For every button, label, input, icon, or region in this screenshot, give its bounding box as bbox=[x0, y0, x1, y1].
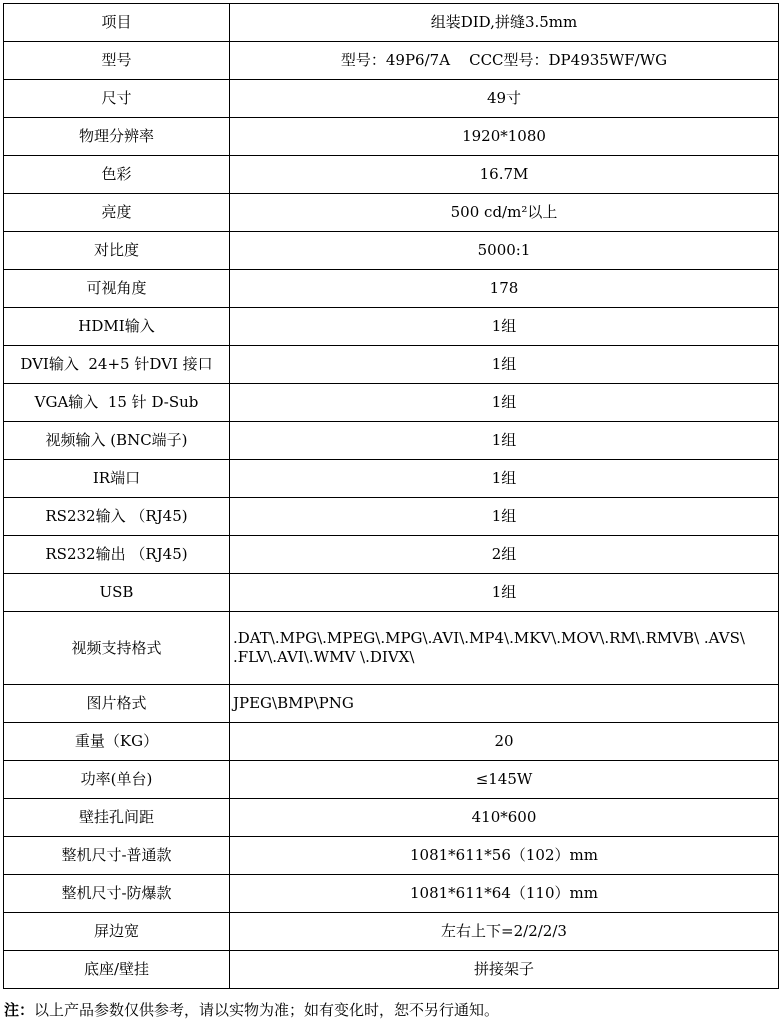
table-row bbox=[4, 42, 779, 80]
table-row bbox=[4, 232, 779, 270]
format-line: .FLV\.AVI\.WMV \.DIVX\ bbox=[233, 648, 415, 666]
table-row bbox=[4, 761, 779, 799]
row-label: RS232输入 （RJ45) bbox=[4, 498, 230, 536]
row-value: 2组 bbox=[230, 536, 779, 574]
table-row bbox=[4, 951, 779, 989]
format-line: .DAT\.MPG\.MPEG\.MPG\.AVI\.MP4\.MKV\.MOV\.RM\.RMVB\ .AVS\ bbox=[233, 629, 745, 648]
row-label: 整机尺寸-普通款 bbox=[4, 837, 230, 875]
row-label: 尺寸 bbox=[4, 80, 230, 118]
row-value: 1组 bbox=[230, 574, 779, 612]
row-label: HDMI输入 bbox=[4, 308, 230, 346]
table-row bbox=[4, 460, 779, 498]
row-value: 1组 bbox=[230, 346, 779, 384]
row-value: JPEG\BMP\PNG bbox=[230, 685, 779, 723]
row-value: 16.7M bbox=[230, 156, 779, 194]
table-row bbox=[4, 498, 779, 536]
row-value: 1组 bbox=[230, 498, 779, 536]
row-label: 重量（KG） bbox=[4, 723, 230, 761]
row-value: 拼接架子 bbox=[230, 951, 779, 989]
row-label: DVI输入 24+5 针DVI 接口 bbox=[4, 346, 230, 384]
table-row bbox=[4, 346, 779, 384]
row-label: 屏边宽 bbox=[4, 913, 230, 951]
row-label: RS232输出 （RJ45) bbox=[4, 536, 230, 574]
row-value: 组装DID,拼缝3.5mm bbox=[230, 4, 779, 42]
row-value: 5000:1 bbox=[230, 232, 779, 270]
table-row bbox=[4, 156, 779, 194]
table-row bbox=[4, 384, 779, 422]
table-row bbox=[4, 270, 779, 308]
row-label: USB bbox=[4, 574, 230, 612]
row-value: 178 bbox=[230, 270, 779, 308]
footnote bbox=[4, 999, 499, 1020]
table-row bbox=[4, 685, 779, 723]
row-label: 项目 bbox=[4, 4, 230, 42]
row-label: 整机尺寸-防爆款 bbox=[4, 875, 230, 913]
spec-table bbox=[3, 3, 779, 989]
row-label: 壁挂孔间距 bbox=[4, 799, 230, 837]
row-label: 色彩 bbox=[4, 156, 230, 194]
table-row bbox=[4, 612, 779, 685]
table-row bbox=[4, 837, 779, 875]
row-label: 视频输入 (BNC端子) bbox=[4, 422, 230, 460]
row-label: 图片格式 bbox=[4, 685, 230, 723]
row-value: ≤145W bbox=[230, 761, 779, 799]
row-label: 可视角度 bbox=[4, 270, 230, 308]
table-row bbox=[4, 308, 779, 346]
row-value: 1组 bbox=[230, 384, 779, 422]
row-label: 物理分辨率 bbox=[4, 118, 230, 156]
row-label: 功率(单台) bbox=[4, 761, 230, 799]
row-value: 左右上下=2/2/2/3 bbox=[230, 913, 779, 951]
table-row bbox=[4, 422, 779, 460]
row-label: 视频支持格式 bbox=[4, 612, 230, 685]
table-row bbox=[4, 799, 779, 837]
row-label: 亮度 bbox=[4, 194, 230, 232]
footnote-text: 以上产品参数仅供参考，请以实物为准；如有变化时，恕不另行通知。 bbox=[34, 1001, 500, 1019]
table-row bbox=[4, 118, 779, 156]
row-label: VGA输入 15 针 D-Sub bbox=[4, 384, 230, 422]
row-label: 型号 bbox=[4, 42, 230, 80]
table-row bbox=[4, 536, 779, 574]
table-row bbox=[4, 723, 779, 761]
table-row bbox=[4, 4, 779, 42]
row-value: 410*600 bbox=[230, 799, 779, 837]
row-value: 1组 bbox=[230, 460, 779, 498]
row-value: 1920*1080 bbox=[230, 118, 779, 156]
table-row bbox=[4, 574, 779, 612]
row-value: 型号：49P6/7A CCC型号：DP4935WF/WG bbox=[230, 42, 779, 80]
row-label: IR端口 bbox=[4, 460, 230, 498]
row-label: 底座/壁挂 bbox=[4, 951, 230, 989]
table-row bbox=[4, 80, 779, 118]
row-value bbox=[230, 612, 779, 685]
row-value: 1组 bbox=[230, 422, 779, 460]
table-row bbox=[4, 875, 779, 913]
row-value: 1组 bbox=[230, 308, 779, 346]
row-value: 1081*611*64（110）mm bbox=[230, 875, 779, 913]
table-row bbox=[4, 194, 779, 232]
row-label: 对比度 bbox=[4, 232, 230, 270]
table-row bbox=[4, 913, 779, 951]
row-value: 500 cd/m²以上 bbox=[230, 194, 779, 232]
row-value: 1081*611*56（102）mm bbox=[230, 837, 779, 875]
row-value: 20 bbox=[230, 723, 779, 761]
footnote-prefix: 注： bbox=[4, 1001, 35, 1019]
row-value: 49寸 bbox=[230, 80, 779, 118]
